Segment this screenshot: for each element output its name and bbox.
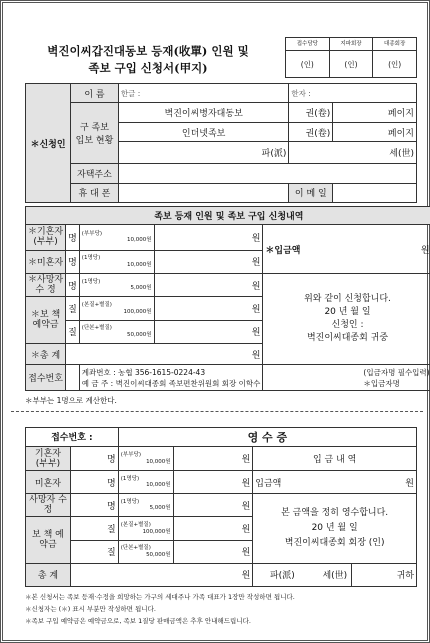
- statement-line-1: 20 년 월 일: [324, 307, 371, 318]
- approval-header-1: 지파회장: [329, 38, 373, 51]
- receipt-statement-2: 벽진이씨대종회 회장 (인): [284, 538, 385, 549]
- detail-count-3[interactable]: 질: [66, 297, 80, 320]
- total-label: ＊총 계: [26, 344, 66, 365]
- approval-stamp-1[interactable]: (인): [329, 51, 373, 78]
- receipt-table: [25, 427, 417, 587]
- details-header: 족보 등재 인원 및 족보 구입 신청내역: [26, 207, 430, 225]
- total-field[interactable]: 원: [66, 344, 263, 365]
- receipt-count-4[interactable]: 질: [70, 540, 118, 563]
- detail-label-3: ＊보 책 예약금: [26, 297, 66, 344]
- detail-price-2: (1명당) 5,000원: [79, 273, 154, 296]
- receipt-label-0: 기혼자 (부부): [26, 446, 71, 470]
- receipt-deposit-label: 입금액: [255, 478, 282, 489]
- couple-note: ＊부부는 1명으로 계산한다.: [25, 396, 117, 405]
- footnotes: [25, 591, 295, 627]
- statement-line-2: 신청인 :: [331, 320, 364, 331]
- phone-label: 휴 대 폰: [70, 183, 118, 203]
- deposit-label: ＊입금액: [265, 245, 301, 256]
- old-book-label: 구 족보 입보 현황: [70, 103, 118, 164]
- depositor-note: (입금자명 필수입력): [363, 367, 430, 377]
- receipt-price-0: (부부당) 10,000원: [118, 446, 173, 470]
- applicant-table: [25, 83, 417, 203]
- account-number: 계좌번호 : 농협 356-1615-0224-43: [81, 367, 206, 377]
- detail-amount-1[interactable]: 원: [154, 250, 263, 273]
- detail-amount-3[interactable]: 원: [154, 297, 263, 320]
- receipt-pa-field[interactable]: [253, 563, 352, 586]
- hangul-hint: 한글 :: [120, 88, 141, 98]
- book2-label: 인더넷족보: [118, 122, 288, 141]
- receipt-no-label[interactable]: 접수번호 :: [26, 428, 119, 447]
- receipt-count-3[interactable]: 질: [70, 517, 118, 540]
- receipt-number-field[interactable]: [66, 365, 80, 391]
- receipt-statement-cell: [253, 494, 417, 563]
- book2-page-field[interactable]: 페이지: [333, 122, 417, 141]
- receipt-amount-3[interactable]: 원: [173, 517, 253, 540]
- receipt-amount-2[interactable]: 원: [173, 494, 253, 517]
- depositor-cell[interactable]: [263, 365, 430, 391]
- deposit-won: 원: [420, 245, 430, 256]
- detail-amount-2[interactable]: 원: [154, 273, 263, 296]
- approval-header-0: 접수담당: [286, 38, 330, 51]
- se-field[interactable]: 세(世): [289, 142, 417, 164]
- address-label: 자택주소: [70, 164, 118, 183]
- receipt-deposit-header: 입 금 내 역: [253, 446, 417, 470]
- receipt-label-1: 미혼자: [26, 471, 71, 494]
- footnote-0: ＊본 신청서는 족보 등재·수정을 희망하는 가구의 세대주나 가족 대표가 1장만 작성하면 됩니다.: [25, 593, 295, 601]
- receipt-statement-1: 20 년 월 일: [311, 523, 358, 534]
- detail-count-4[interactable]: 질: [66, 320, 80, 343]
- detail-label-2: ＊사망자 수 정: [26, 273, 66, 296]
- receipt-label-2: 사망자 수 정: [26, 494, 71, 517]
- deposit-cell[interactable]: [263, 225, 430, 274]
- receipt-price-2: (1명당) 5,000원: [118, 494, 173, 517]
- hanja-hint: 한자 :: [291, 88, 311, 98]
- detail-count-0[interactable]: 명: [66, 225, 80, 251]
- form-title-line1: 벽진이씨갑진대동보 등재(收單) 인원 및: [47, 44, 249, 58]
- receipt-deposit-won: 원: [405, 478, 414, 489]
- cut-line: [11, 411, 423, 412]
- receipt-total-field[interactable]: 원: [70, 563, 252, 586]
- approval-stamp-2[interactable]: (인): [373, 51, 417, 78]
- receipt-price-1: (1명당) 10,000원: [118, 471, 173, 494]
- address-field[interactable]: [118, 164, 416, 183]
- email-label: 이 메 일: [289, 183, 333, 203]
- receipt-number-label: 접수번호: [26, 365, 66, 391]
- applicant-section-label: ＊신청인: [26, 84, 71, 203]
- book2-vol-field[interactable]: 권(卷): [289, 122, 333, 141]
- statement-cell: [263, 273, 430, 364]
- depositor-label: ＊입금자명: [363, 378, 400, 388]
- receipt-amount-4[interactable]: 원: [173, 540, 253, 563]
- detail-count-2[interactable]: 명: [66, 273, 80, 296]
- detail-label-1: ＊미혼자: [26, 250, 66, 273]
- book1-page-field[interactable]: 페이지: [333, 103, 417, 122]
- receipt-count-0[interactable]: 명: [70, 446, 118, 470]
- receipt-price-4: (단본+별질) 50,000원: [118, 540, 173, 563]
- detail-amount-0[interactable]: 원: [154, 225, 263, 251]
- receipt-label-3: 보 책 예약금: [26, 517, 71, 563]
- receipt-deposit-cell[interactable]: [253, 471, 417, 494]
- phone-field[interactable]: [118, 183, 288, 203]
- detail-count-1[interactable]: 명: [66, 250, 80, 273]
- detail-price-0: (부부당) 10,000원: [79, 225, 154, 251]
- receipt-amount-1[interactable]: 원: [173, 471, 253, 494]
- statement-line-0: 위와 같이 신청합니다.: [304, 294, 391, 305]
- receipt-count-2[interactable]: 명: [70, 494, 118, 517]
- book1-vol-field[interactable]: 권(卷): [289, 103, 333, 122]
- approval-stamp-0[interactable]: (인): [286, 51, 330, 78]
- receipt-price-3: (본질+별질) 100,000원: [118, 517, 173, 540]
- name-hanja-field[interactable]: [289, 84, 417, 103]
- detail-price-4: (단본+별질) 50,000원: [79, 320, 154, 343]
- approval-header-2: 대종회장: [373, 38, 417, 51]
- footnote-1: ＊신청자는 (＊) 표시 부분만 작성하면 됩니다.: [25, 605, 156, 613]
- detail-price-1: (1명당) 10,000원: [79, 250, 154, 273]
- form-title-line2: 족보 구입 신청서(甲지): [88, 61, 208, 75]
- footnote-2: ＊족보 구입 예약금은 예약금으로, 족보 1질당 판매금액은 추후 안내해드립니다.: [25, 617, 251, 625]
- name-hangul-field[interactable]: [118, 84, 288, 103]
- book1-label: 벽진이씨병자대동보: [118, 103, 288, 122]
- receipt-statement-0: 본 금액을 정히 영수합니다.: [281, 508, 389, 519]
- receipt-gwiha-field[interactable]: 귀하: [352, 563, 417, 586]
- statement-line-3: 벽진이씨대종회 귀중: [306, 333, 389, 344]
- detail-price-3: (본질+별질) 100,000원: [79, 297, 154, 320]
- pa-field[interactable]: 파(派): [118, 142, 288, 164]
- email-field[interactable]: [333, 183, 417, 203]
- name-label: 이 름: [70, 84, 118, 103]
- receipt-amount-0[interactable]: 원: [173, 446, 253, 470]
- receipt-total-label: 총 계: [26, 563, 71, 586]
- approval-table: [285, 37, 417, 78]
- receipt-se-label: 세(世): [322, 571, 348, 582]
- receipt-pa-label: 파(派): [269, 571, 295, 582]
- details-table: [25, 206, 430, 391]
- receipt-title: 영 수 증: [118, 428, 416, 447]
- account-holder: 예 금 주 : 벽진이씨대종회 족보편찬위원회 회장 이학수: [81, 378, 261, 388]
- detail-label-0: ＊기혼자 (부부): [26, 225, 66, 251]
- detail-amount-4[interactable]: 원: [154, 320, 263, 343]
- receipt-count-1[interactable]: 명: [70, 471, 118, 494]
- account-info: [79, 365, 263, 391]
- form-title: [17, 43, 279, 77]
